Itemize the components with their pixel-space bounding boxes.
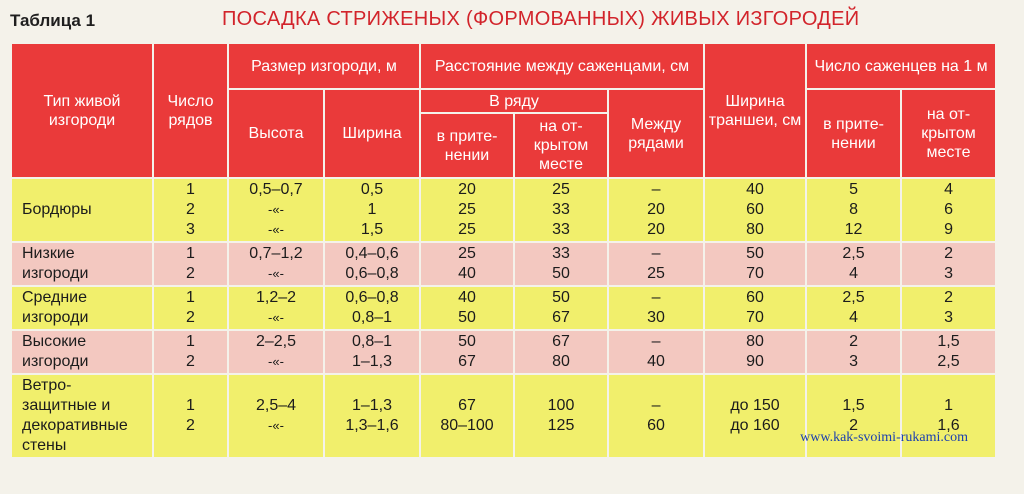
cell-value: 2 bbox=[186, 309, 195, 326]
cell-open bbox=[515, 179, 607, 241]
cell-value: 67 bbox=[458, 353, 476, 370]
cell-height bbox=[229, 287, 323, 329]
cell-value: 33 bbox=[552, 221, 570, 238]
cell-value: 3 bbox=[849, 353, 858, 370]
cell-value: до 150 bbox=[730, 397, 780, 414]
cell-seed-shaded bbox=[807, 287, 900, 329]
cell-value: 2 bbox=[186, 417, 195, 434]
cell-width bbox=[325, 243, 419, 285]
cell-value: 2 bbox=[944, 245, 953, 262]
cell-shaded bbox=[421, 243, 513, 285]
cell-value: 25 bbox=[458, 201, 476, 218]
cell-value: 50 bbox=[458, 309, 476, 326]
cell-height bbox=[229, 331, 323, 373]
header-seed-shaded: в прите-нении bbox=[807, 90, 900, 177]
cell-value: 3 bbox=[186, 221, 195, 238]
hedge-type-line: изгороди bbox=[22, 309, 89, 326]
cell-open bbox=[515, 287, 607, 329]
table-row bbox=[12, 331, 995, 373]
cell-between bbox=[609, 375, 703, 457]
cell-value: 20 bbox=[647, 201, 665, 218]
planting-table bbox=[10, 42, 997, 459]
header-type: Тип живой изгороди bbox=[12, 44, 152, 177]
cell-height bbox=[229, 243, 323, 285]
cell-value: 4 bbox=[849, 309, 858, 326]
cell-value: 1 bbox=[367, 201, 377, 218]
cell-value: 1 bbox=[186, 333, 195, 350]
cell-value: 80–100 bbox=[440, 417, 494, 434]
cell-value: 100 bbox=[547, 397, 575, 414]
cell-value: – bbox=[651, 397, 661, 414]
cell-seed-open bbox=[902, 287, 995, 329]
cell-value: 1,5 bbox=[937, 333, 960, 350]
cell-value: 4 bbox=[849, 265, 858, 282]
cell-value: 40 bbox=[458, 289, 476, 306]
hedge-type-cell bbox=[12, 179, 152, 241]
cell-value: 2–2,5 bbox=[255, 333, 297, 350]
cell-value: 2 bbox=[186, 201, 195, 218]
header-between-rows: Между рядами bbox=[609, 90, 703, 177]
hedge-type-line: стены bbox=[22, 437, 67, 454]
header-in-row: В ряду bbox=[421, 90, 607, 112]
cell-value: – bbox=[651, 289, 661, 306]
cell-width bbox=[325, 179, 419, 241]
cell-value: 2 bbox=[849, 417, 858, 434]
cell-value: 2,5 bbox=[842, 289, 865, 306]
cell-trench bbox=[705, 243, 805, 285]
hedge-type-line: Низкие bbox=[22, 245, 75, 262]
cell-value: 0,8–1 bbox=[351, 333, 393, 350]
hedge-type-line: Ветро- bbox=[22, 377, 72, 394]
cell-value: 0,8–1 bbox=[351, 309, 393, 326]
cell-value: 33 bbox=[552, 245, 570, 262]
cell-value: 2,5 bbox=[937, 353, 960, 370]
cell-value: 1 bbox=[186, 245, 195, 262]
cell-value: 125 bbox=[547, 417, 575, 434]
cell-rows bbox=[154, 243, 227, 285]
cell-value: 0,5–0,7 bbox=[249, 181, 303, 198]
cell-value: 40 bbox=[746, 181, 764, 198]
cell-rows bbox=[154, 287, 227, 329]
cell-value: 2 bbox=[186, 265, 195, 282]
cell-height bbox=[229, 375, 323, 457]
cell-value: 3 bbox=[944, 309, 953, 326]
cell-value: 67 bbox=[552, 309, 570, 326]
cell-width bbox=[325, 375, 419, 457]
cell-value: 25 bbox=[647, 265, 665, 282]
cell-value: 0,4–0,6 bbox=[345, 245, 399, 262]
cell-value: 1,5 bbox=[360, 221, 384, 238]
cell-value: 0,7–1,2 bbox=[249, 245, 303, 262]
cell-value: 1 bbox=[186, 397, 195, 414]
cell-seed-open bbox=[902, 331, 995, 373]
cell-between bbox=[609, 331, 703, 373]
cell-value: 70 bbox=[746, 309, 764, 326]
cell-value: 8 bbox=[849, 201, 858, 218]
table-title: ПОСАДКА СТРИЖЕНЫХ (ФОРМОВАННЫХ) ЖИВЫХ ИЗГОРОДЕЙ bbox=[222, 8, 860, 30]
cell-value: 0,5 bbox=[360, 181, 384, 198]
cell-value: 6 bbox=[944, 201, 953, 218]
cell-value: 80 bbox=[746, 221, 764, 238]
table-row bbox=[12, 243, 995, 285]
cell-value: 1,3–1,6 bbox=[345, 417, 399, 434]
table-row bbox=[12, 287, 995, 329]
cell-value: -«- bbox=[268, 266, 284, 281]
cell-trench bbox=[705, 331, 805, 373]
cell-between bbox=[609, 179, 703, 241]
cell-shaded bbox=[421, 331, 513, 373]
hedge-type-cell bbox=[12, 287, 152, 329]
cell-between bbox=[609, 287, 703, 329]
header-width: Ширина bbox=[325, 90, 419, 177]
cell-value: 25 bbox=[458, 245, 476, 262]
header-seedlings-group: Число саженцев на 1 м bbox=[807, 44, 995, 88]
header-open: на от-крытом месте bbox=[515, 114, 607, 177]
cell-value: -«- bbox=[268, 418, 284, 433]
cell-open bbox=[515, 375, 607, 457]
cell-value: -«- bbox=[268, 202, 284, 217]
cell-value: 25 bbox=[458, 221, 476, 238]
cell-seed-shaded bbox=[807, 331, 900, 373]
cell-value: 50 bbox=[552, 265, 570, 282]
cell-value: 25 bbox=[552, 181, 570, 198]
cell-value: 30 bbox=[647, 309, 665, 326]
header-seed-open: на от-крытом месте bbox=[902, 90, 995, 177]
cell-trench bbox=[705, 375, 805, 457]
cell-value: 2 bbox=[186, 353, 195, 370]
cell-value: 1,2–2 bbox=[255, 289, 297, 306]
cell-value: 80 bbox=[746, 333, 764, 350]
cell-value: 2 bbox=[944, 289, 953, 306]
cell-value: 5 bbox=[849, 181, 858, 198]
cell-value: 60 bbox=[746, 289, 764, 306]
cell-value: 50 bbox=[746, 245, 764, 262]
cell-value: 2,5 bbox=[842, 245, 865, 262]
table-caption: Таблица 1 bbox=[10, 11, 96, 30]
cell-value: 4 bbox=[944, 181, 953, 198]
header-rows-count: Число рядов bbox=[154, 44, 227, 177]
cell-value: 33 bbox=[552, 201, 570, 218]
cell-value: -«- bbox=[268, 354, 284, 369]
hedge-type-line: Высокие bbox=[22, 333, 87, 350]
hedge-type-cell bbox=[12, 375, 152, 457]
cell-value: 40 bbox=[647, 353, 665, 370]
cell-value: 80 bbox=[552, 353, 570, 370]
cell-value: 1–1,3 bbox=[351, 353, 393, 370]
cell-value: 20 bbox=[458, 181, 476, 198]
cell-value: 1,6 bbox=[937, 417, 960, 434]
cell-width bbox=[325, 287, 419, 329]
header-trench-width: Ширина траншеи, см bbox=[705, 44, 805, 177]
cell-seed-open bbox=[902, 179, 995, 241]
cell-value: – bbox=[651, 333, 661, 350]
watermark-url: www.kak-svoimi-rukami.com bbox=[800, 430, 968, 445]
hedge-type-cell bbox=[12, 243, 152, 285]
cell-value: – bbox=[651, 181, 661, 198]
hedge-type-line: защитные и bbox=[22, 397, 111, 414]
cell-value: 0,6–0,8 bbox=[345, 289, 399, 306]
cell-value: – bbox=[651, 245, 661, 262]
cell-value: 67 bbox=[552, 333, 570, 350]
cell-value: 67 bbox=[458, 397, 476, 414]
cell-value: 2 bbox=[849, 333, 858, 350]
cell-value: -«- bbox=[268, 222, 284, 237]
hedge-type-cell bbox=[12, 331, 152, 373]
cell-value: 70 bbox=[746, 265, 764, 282]
cell-value: 90 bbox=[746, 353, 764, 370]
hedge-type-line: Бордюры bbox=[22, 201, 92, 218]
cell-value: 1,5 bbox=[842, 397, 865, 414]
cell-open bbox=[515, 331, 607, 373]
cell-value: 3 bbox=[944, 265, 953, 282]
cell-shaded bbox=[421, 287, 513, 329]
cell-value: 2,5–4 bbox=[255, 397, 297, 414]
cell-value: до 160 bbox=[730, 417, 780, 434]
hedge-type-line: изгороди bbox=[22, 265, 89, 282]
cell-value: 60 bbox=[746, 201, 764, 218]
cell-trench bbox=[705, 179, 805, 241]
header-size-group: Размер изгороди, м bbox=[229, 44, 419, 88]
cell-width bbox=[325, 331, 419, 373]
cell-value: 1 bbox=[186, 181, 195, 198]
cell-between bbox=[609, 243, 703, 285]
cell-value: 1 bbox=[944, 397, 953, 414]
cell-value: 9 bbox=[944, 221, 953, 238]
header-distance-group: Расстояние между саженцами, см bbox=[421, 44, 703, 88]
cell-height bbox=[229, 179, 323, 241]
cell-rows bbox=[154, 179, 227, 241]
cell-value: -«- bbox=[268, 310, 284, 325]
cell-shaded bbox=[421, 179, 513, 241]
hedge-type-line: изгороди bbox=[22, 353, 89, 370]
cell-value: 40 bbox=[458, 265, 476, 282]
hedge-type-line: декоративные bbox=[22, 417, 128, 434]
cell-value: 0,6–0,8 bbox=[345, 265, 399, 282]
cell-value: 1–1,3 bbox=[351, 397, 393, 414]
cell-shaded bbox=[421, 375, 513, 457]
cell-value: 1 bbox=[186, 289, 195, 306]
header-shaded: в прите-нении bbox=[421, 114, 513, 177]
cell-value: 12 bbox=[844, 221, 863, 238]
cell-seed-shaded bbox=[807, 179, 900, 241]
cell-value: 20 bbox=[647, 221, 665, 238]
cell-rows bbox=[154, 375, 227, 457]
cell-open bbox=[515, 243, 607, 285]
cell-value: 60 bbox=[647, 417, 665, 434]
hedge-type-line: Средние bbox=[22, 289, 88, 306]
table-row bbox=[12, 179, 995, 241]
cell-rows bbox=[154, 331, 227, 373]
header-height: Высота bbox=[229, 90, 323, 177]
cell-value: 50 bbox=[458, 333, 476, 350]
cell-value: 50 bbox=[552, 289, 570, 306]
cell-trench bbox=[705, 287, 805, 329]
cell-seed-shaded bbox=[807, 243, 900, 285]
cell-seed-open bbox=[902, 243, 995, 285]
table-body bbox=[12, 179, 995, 457]
